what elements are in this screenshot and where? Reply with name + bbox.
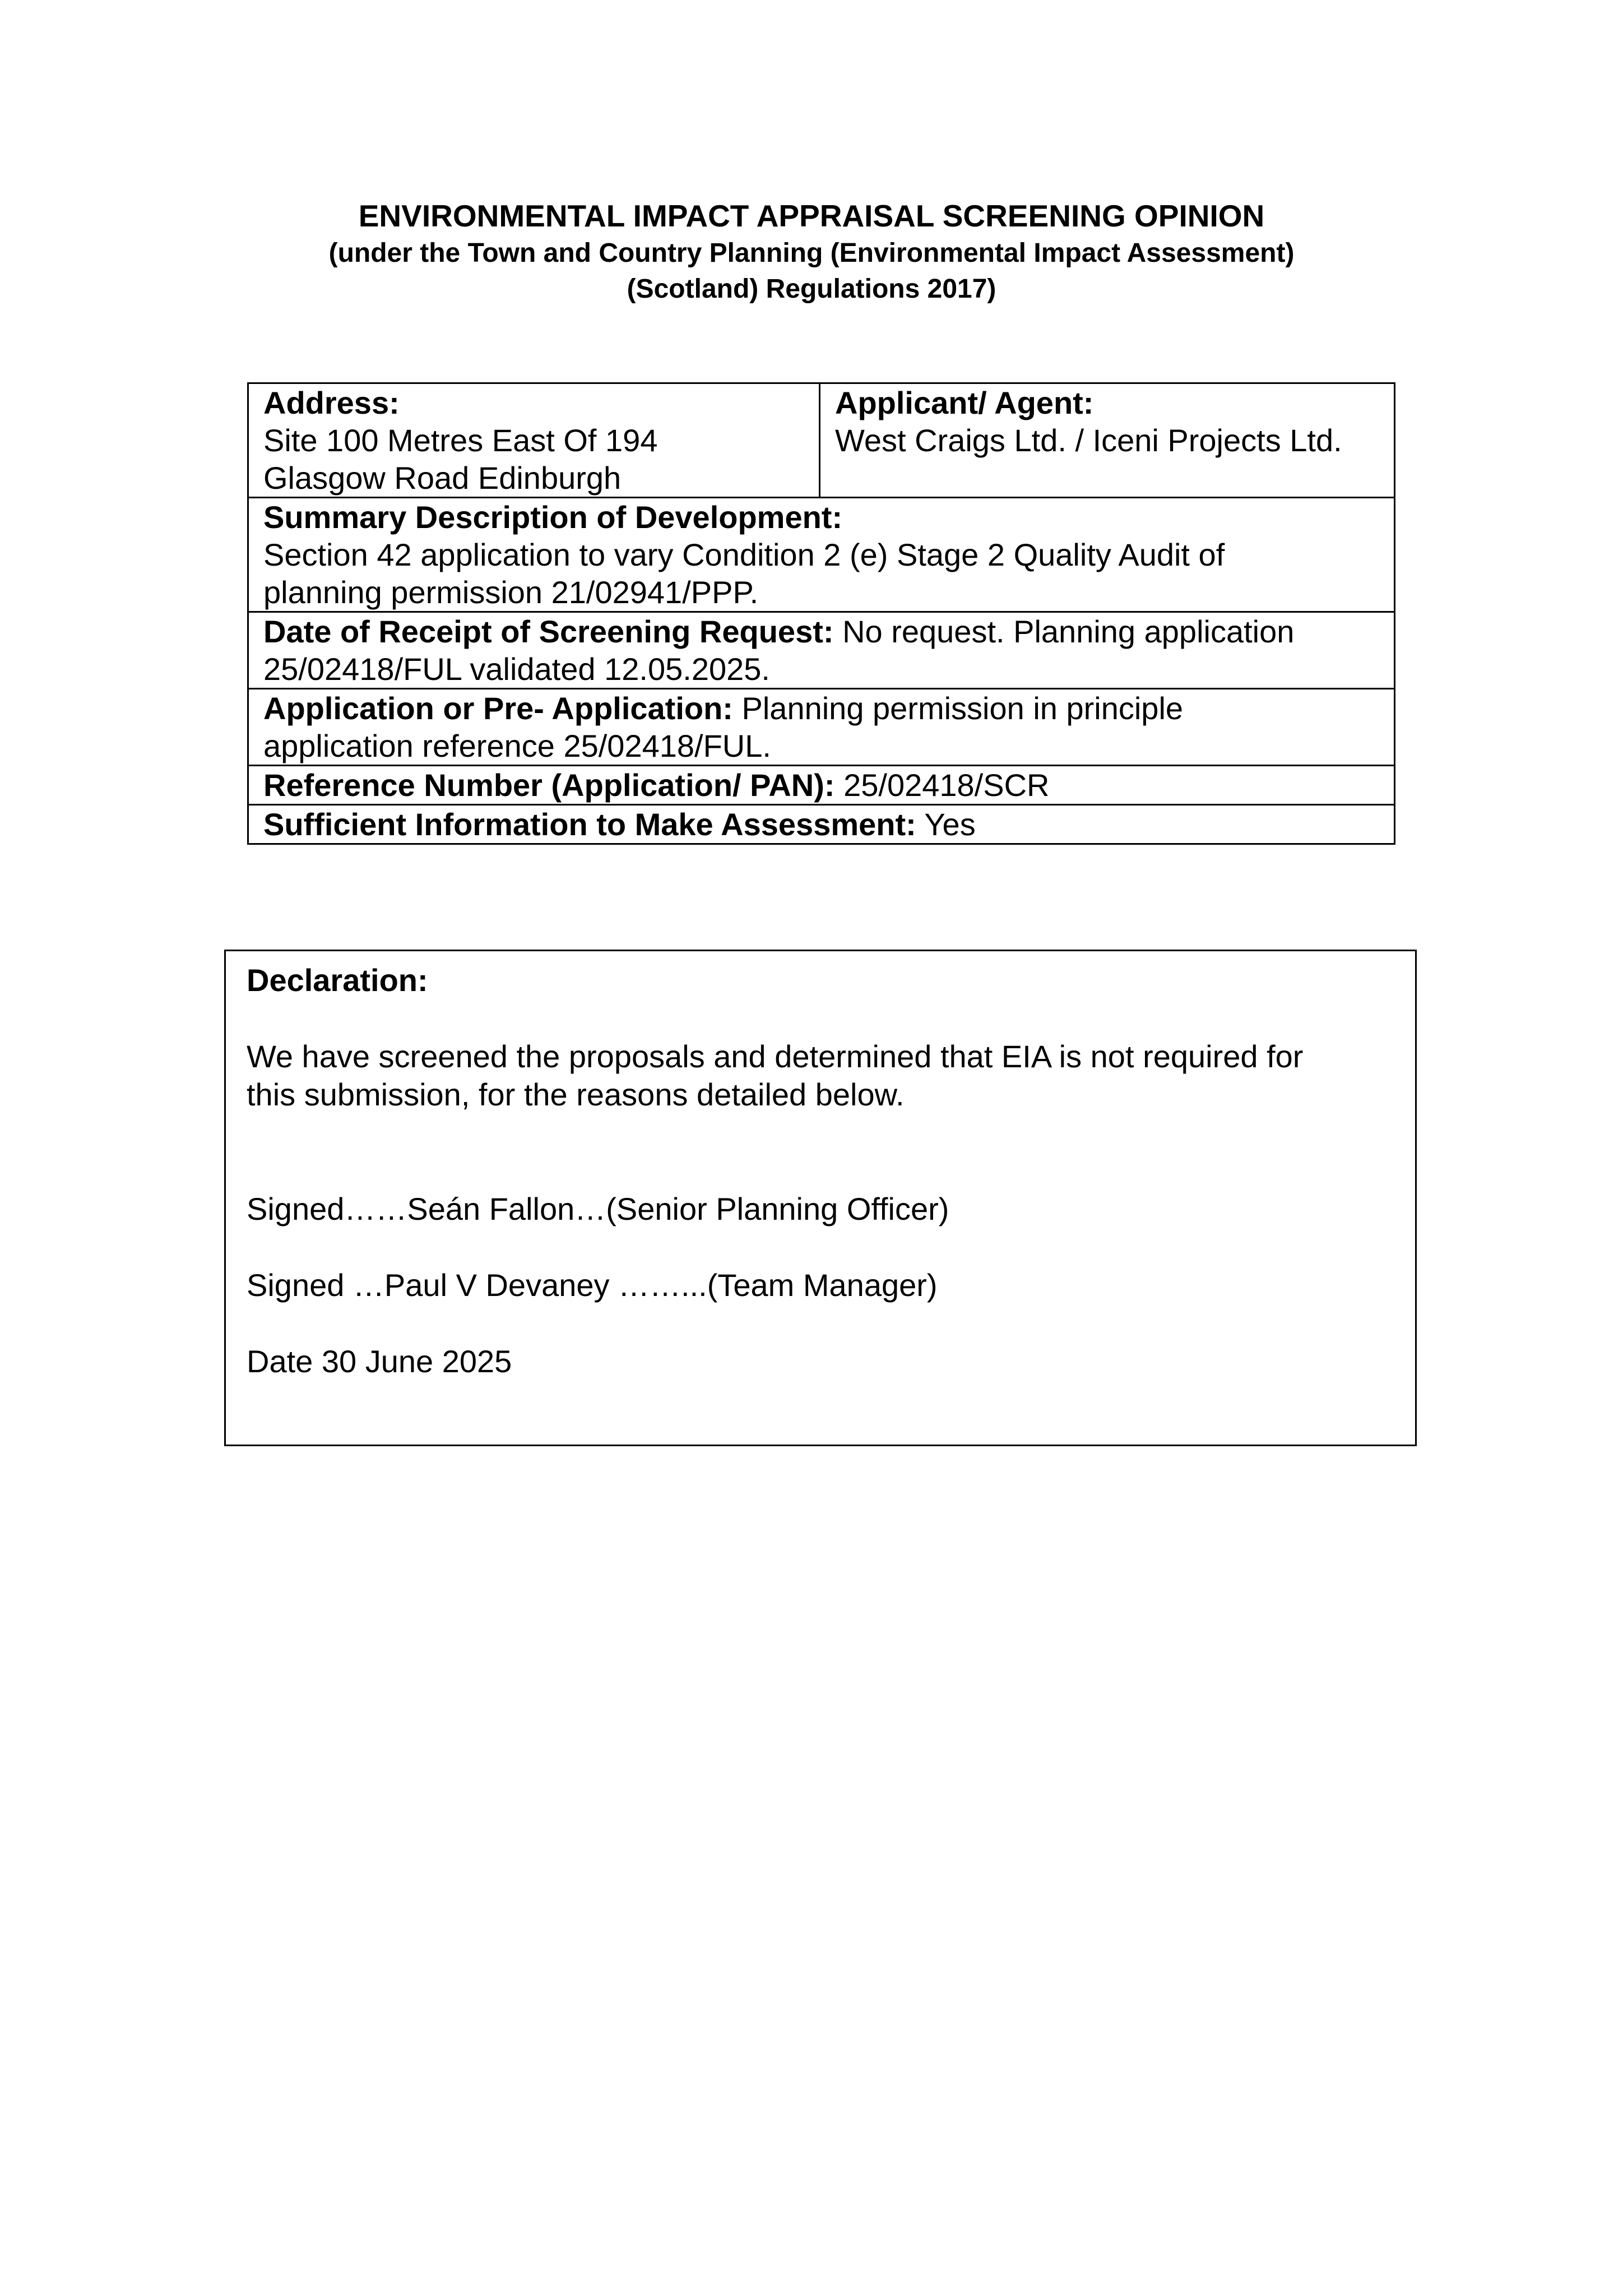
declaration-box [224,950,1417,1446]
table-row [248,805,1395,844]
sufficient-info-cell [248,805,1395,844]
address-line-1: Site 100 Metres East Of 194 [263,423,658,458]
reference-cell [248,766,1395,805]
signature-senior-planning-officer: Signed……Seán Fallon…(Senior Planning Officer) [247,1191,949,1226]
application-cell [248,689,1395,766]
reference-value: 25/02418/SCR [834,767,1050,803]
table-row [248,689,1395,766]
table-row [248,383,1395,498]
address-label: Address: [263,385,400,420]
summary-line-2: planning permission 21/02941/PPP. [263,575,759,610]
application-value-line-1: Planning permission in principle [732,691,1184,726]
table-row [248,612,1395,689]
receipt-label: Date of Receipt of Screening Request: [263,614,834,649]
summary-cell [248,498,1395,612]
declaration-date: Date 30 June 2025 [247,1344,512,1379]
address-line-2: Glasgow Road Edinburgh [263,460,622,496]
reference-label: Reference Number (Application/ PAN): [263,767,835,803]
document-subtitle-line-2: (Scotland) Regulations 2017) [627,274,996,304]
declaration-statement-line-2: this submission, for the reasons detailed below. [247,1077,905,1112]
address-cell [248,383,820,498]
sufficient-info-value: Yes [916,807,976,842]
table-row [248,498,1395,612]
screening-details-table [247,382,1395,845]
receipt-value-line-2: 25/02418/FUL validated 12.05.2025. [263,651,770,687]
document-header [0,196,1623,307]
receipt-value-line-1: No request. Planning application [833,614,1295,649]
receipt-cell [248,612,1395,689]
declaration-heading: Declaration: [247,962,428,998]
application-value-line-2: application reference 25/02418/FUL. [263,728,771,763]
summary-line-1: Section 42 application to vary Condition 2 (e) Stage 2 Quality Audit of [263,537,1225,572]
application-label: Application or Pre- Application: [263,691,733,726]
sufficient-info-label: Sufficient Information to Make Assessment: [263,807,916,842]
document-title: ENVIRONMENTAL IMPACT APPRAISAL SCREENING OPINION [358,198,1265,233]
declaration-statement-line-1: We have screened the proposals and determined that EIA is not required for [247,1039,1304,1074]
signature-team-manager: Signed …Paul V Devaney ……...(Team Manager) [247,1267,938,1303]
applicant-label: Applicant/ Agent: [835,385,1094,420]
table-row [248,766,1395,805]
summary-label: Summary Description of Development: [263,499,843,535]
document-subtitle-line-1: (under the Town and Country Planning (Environmental Impact Assessment) [328,238,1295,268]
applicant-value: West Craigs Ltd. / Iceni Projects Ltd. [835,423,1342,458]
applicant-cell [820,383,1395,498]
